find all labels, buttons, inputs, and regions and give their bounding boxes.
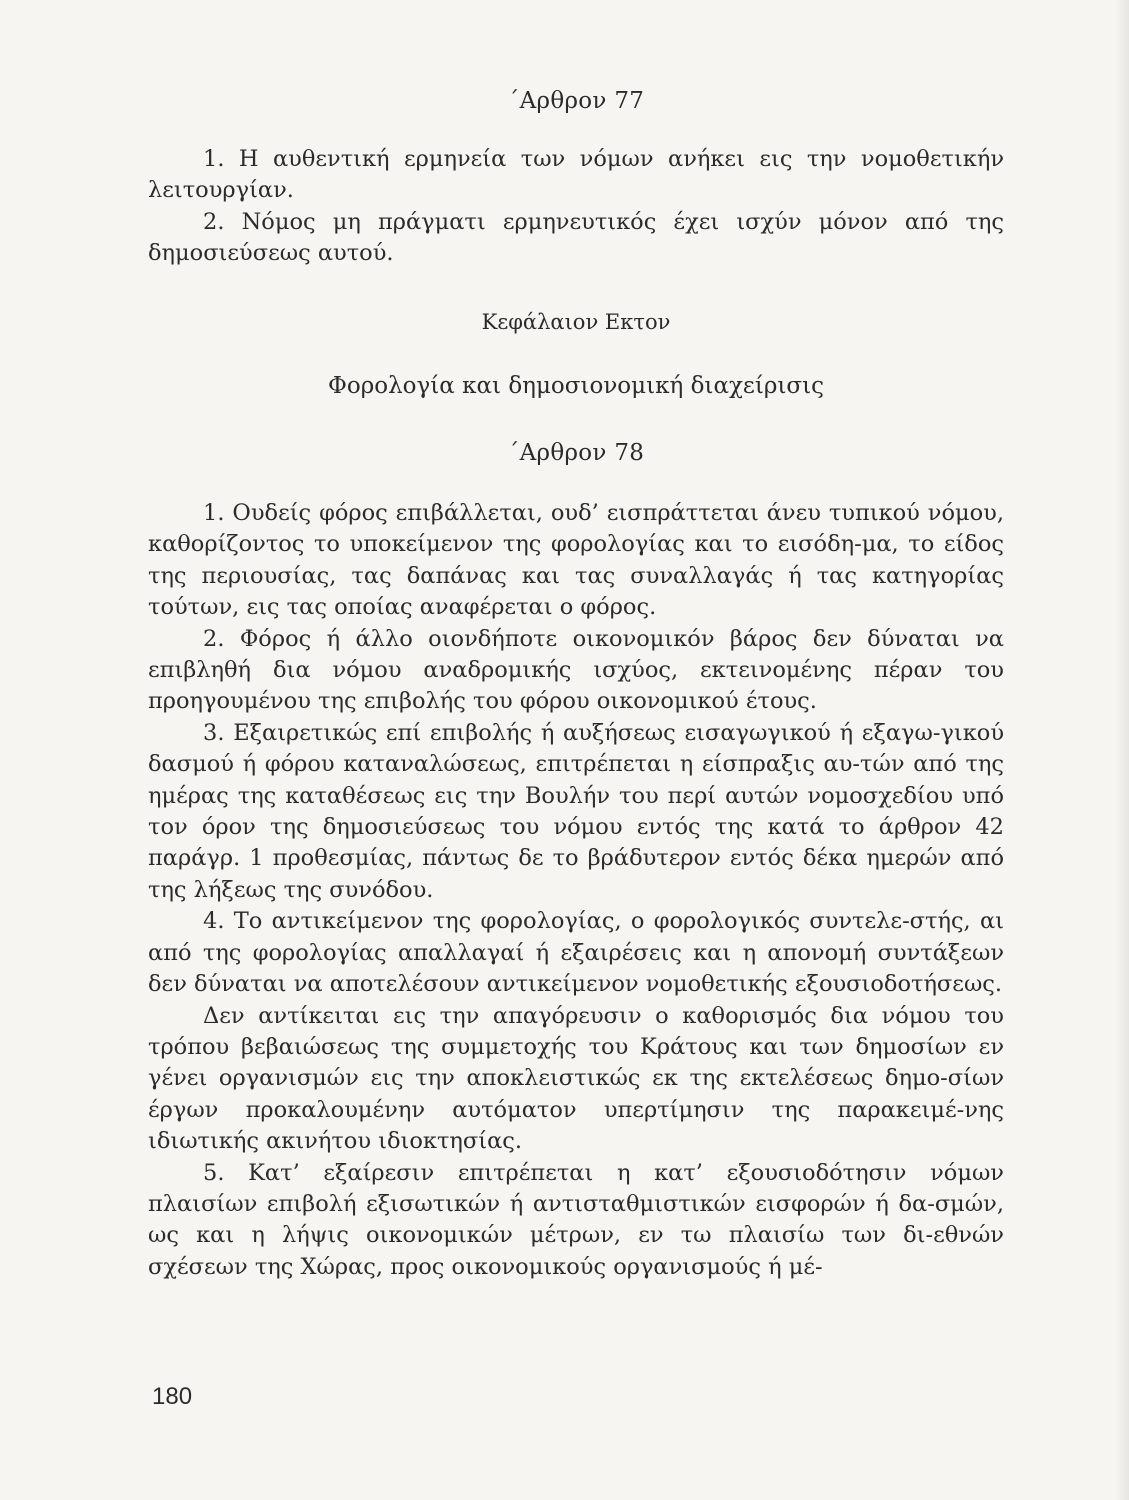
chapter-title: Φορολογία και δημοσιονομική διαχείρισις (328, 373, 824, 399)
article-78-paragraph-3: 3. Εξαιρετικώς επί επιβολής ή αυξήσεως εισαγωγικού ή εξαγω-γικού δασμού ή φόρου καταναλώσεως, επιτρέπεται η είσπραξις αυ-τών από της ημέρας της καταθέσεως εις την Βουλήν του περί αυτών νομοσχεδίου υπό τον όρον της δημοσιεύσεως του νόμου εντός της κατά το άρθρον 42 παράγρ. 1 προθεσμίας, πάντως δε το βράδυτερον εντός δέκα ημερών από της λήξεως της συνόδου. (148, 719, 1004, 903)
article-78-body (148, 498, 1004, 1283)
article-78-paragraph-2: 2. Φόρος ή άλλο οιονδήποτε οικονομικόν βάρος δεν δύναται να επιβληθή δια νόμου αναδρομικής ισχύος, εκτεινομένης πέραν του προηγουμένου της επιβολής του φόρου οικονομικού έτους. (148, 625, 1004, 715)
article-77-body (148, 144, 1004, 270)
article-77-heading: ΄Αρθρον 77 (507, 88, 645, 114)
page-edge-shadow (1115, 0, 1129, 1500)
article-78-paragraph-1: 1. Ουδείς φόρος επιβάλλεται, ουδ’ εισπράττεται άνευ τυπικού νόμου, καθορίζοντος το υποκείμενον της φορολογίας και το εισόδη-μα, το είδος της περιουσίας, τας δαπάνας και τας συναλλαγάς ή τας κατηγορίας τούτων, εις τας οποίας αναφέρεται ο φόρος. (148, 500, 1004, 621)
article-78-paragraph-5: 5. Κατ’ εξαίρεσιν επιτρέπεται η κατ’ εξουσιοδότησιν νόμων πλαισίων επιβολή εξισωτικών ή αντισταθμιστικών εισφορών ή δα-σμών, ως και η λήψις οικονομικών μέτρων, εν τω πλαισίω των δι-εθνών σχέσεων της Χώρας, προς οικονομικούς οργανισμούς ή μέ- (148, 1159, 1004, 1280)
chapter-label: Κεφάλαιον Εκτον (481, 310, 671, 334)
article-78-heading: ΄Αρθρον 78 (507, 440, 645, 466)
article-78-paragraph-4-continuation: Δεν αντίκειται εις την απαγόρευσιν ο καθορισμός δια νόμου του τρόπου βεβαιώσεως της συμμετοχής του Κράτους και των δημοσίων εν γένει οργανισμών εις την αποκλειστικώς εκ της εκτελέσεως δημο-σίων έργων προκαλουμένην αυτόματον υπερτίμησιν της παρακειμέ-νης ιδιωτικής ακινήτου ιδιοκτησίας. (148, 1002, 1004, 1155)
article-78-paragraph-4: 4. Το αντικείμενον της φορολογίας, ο φορολογικός συντελε-στής, αι από της φορολογίας απαλλαγαί ή εξαιρέσεις και η απονομή συντάξεων δεν δύναται να αποτελέσουν αντικείμενον νομοθετικής εξουσιοδοτήσεως. (148, 908, 1004, 998)
page-number: 180 (152, 1383, 193, 1410)
article-77-paragraph-1: 1. Η αυθεντική ερμηνεία των νόμων ανήκει εις την νομοθετικήν λειτουργίαν. (148, 146, 1004, 204)
article-77-paragraph-2: 2. Νόμος μη πράγματι ερμηνευτικός έχει ισχύν μόνον από της δημοσιεύσεως αυτού. (148, 208, 1004, 267)
